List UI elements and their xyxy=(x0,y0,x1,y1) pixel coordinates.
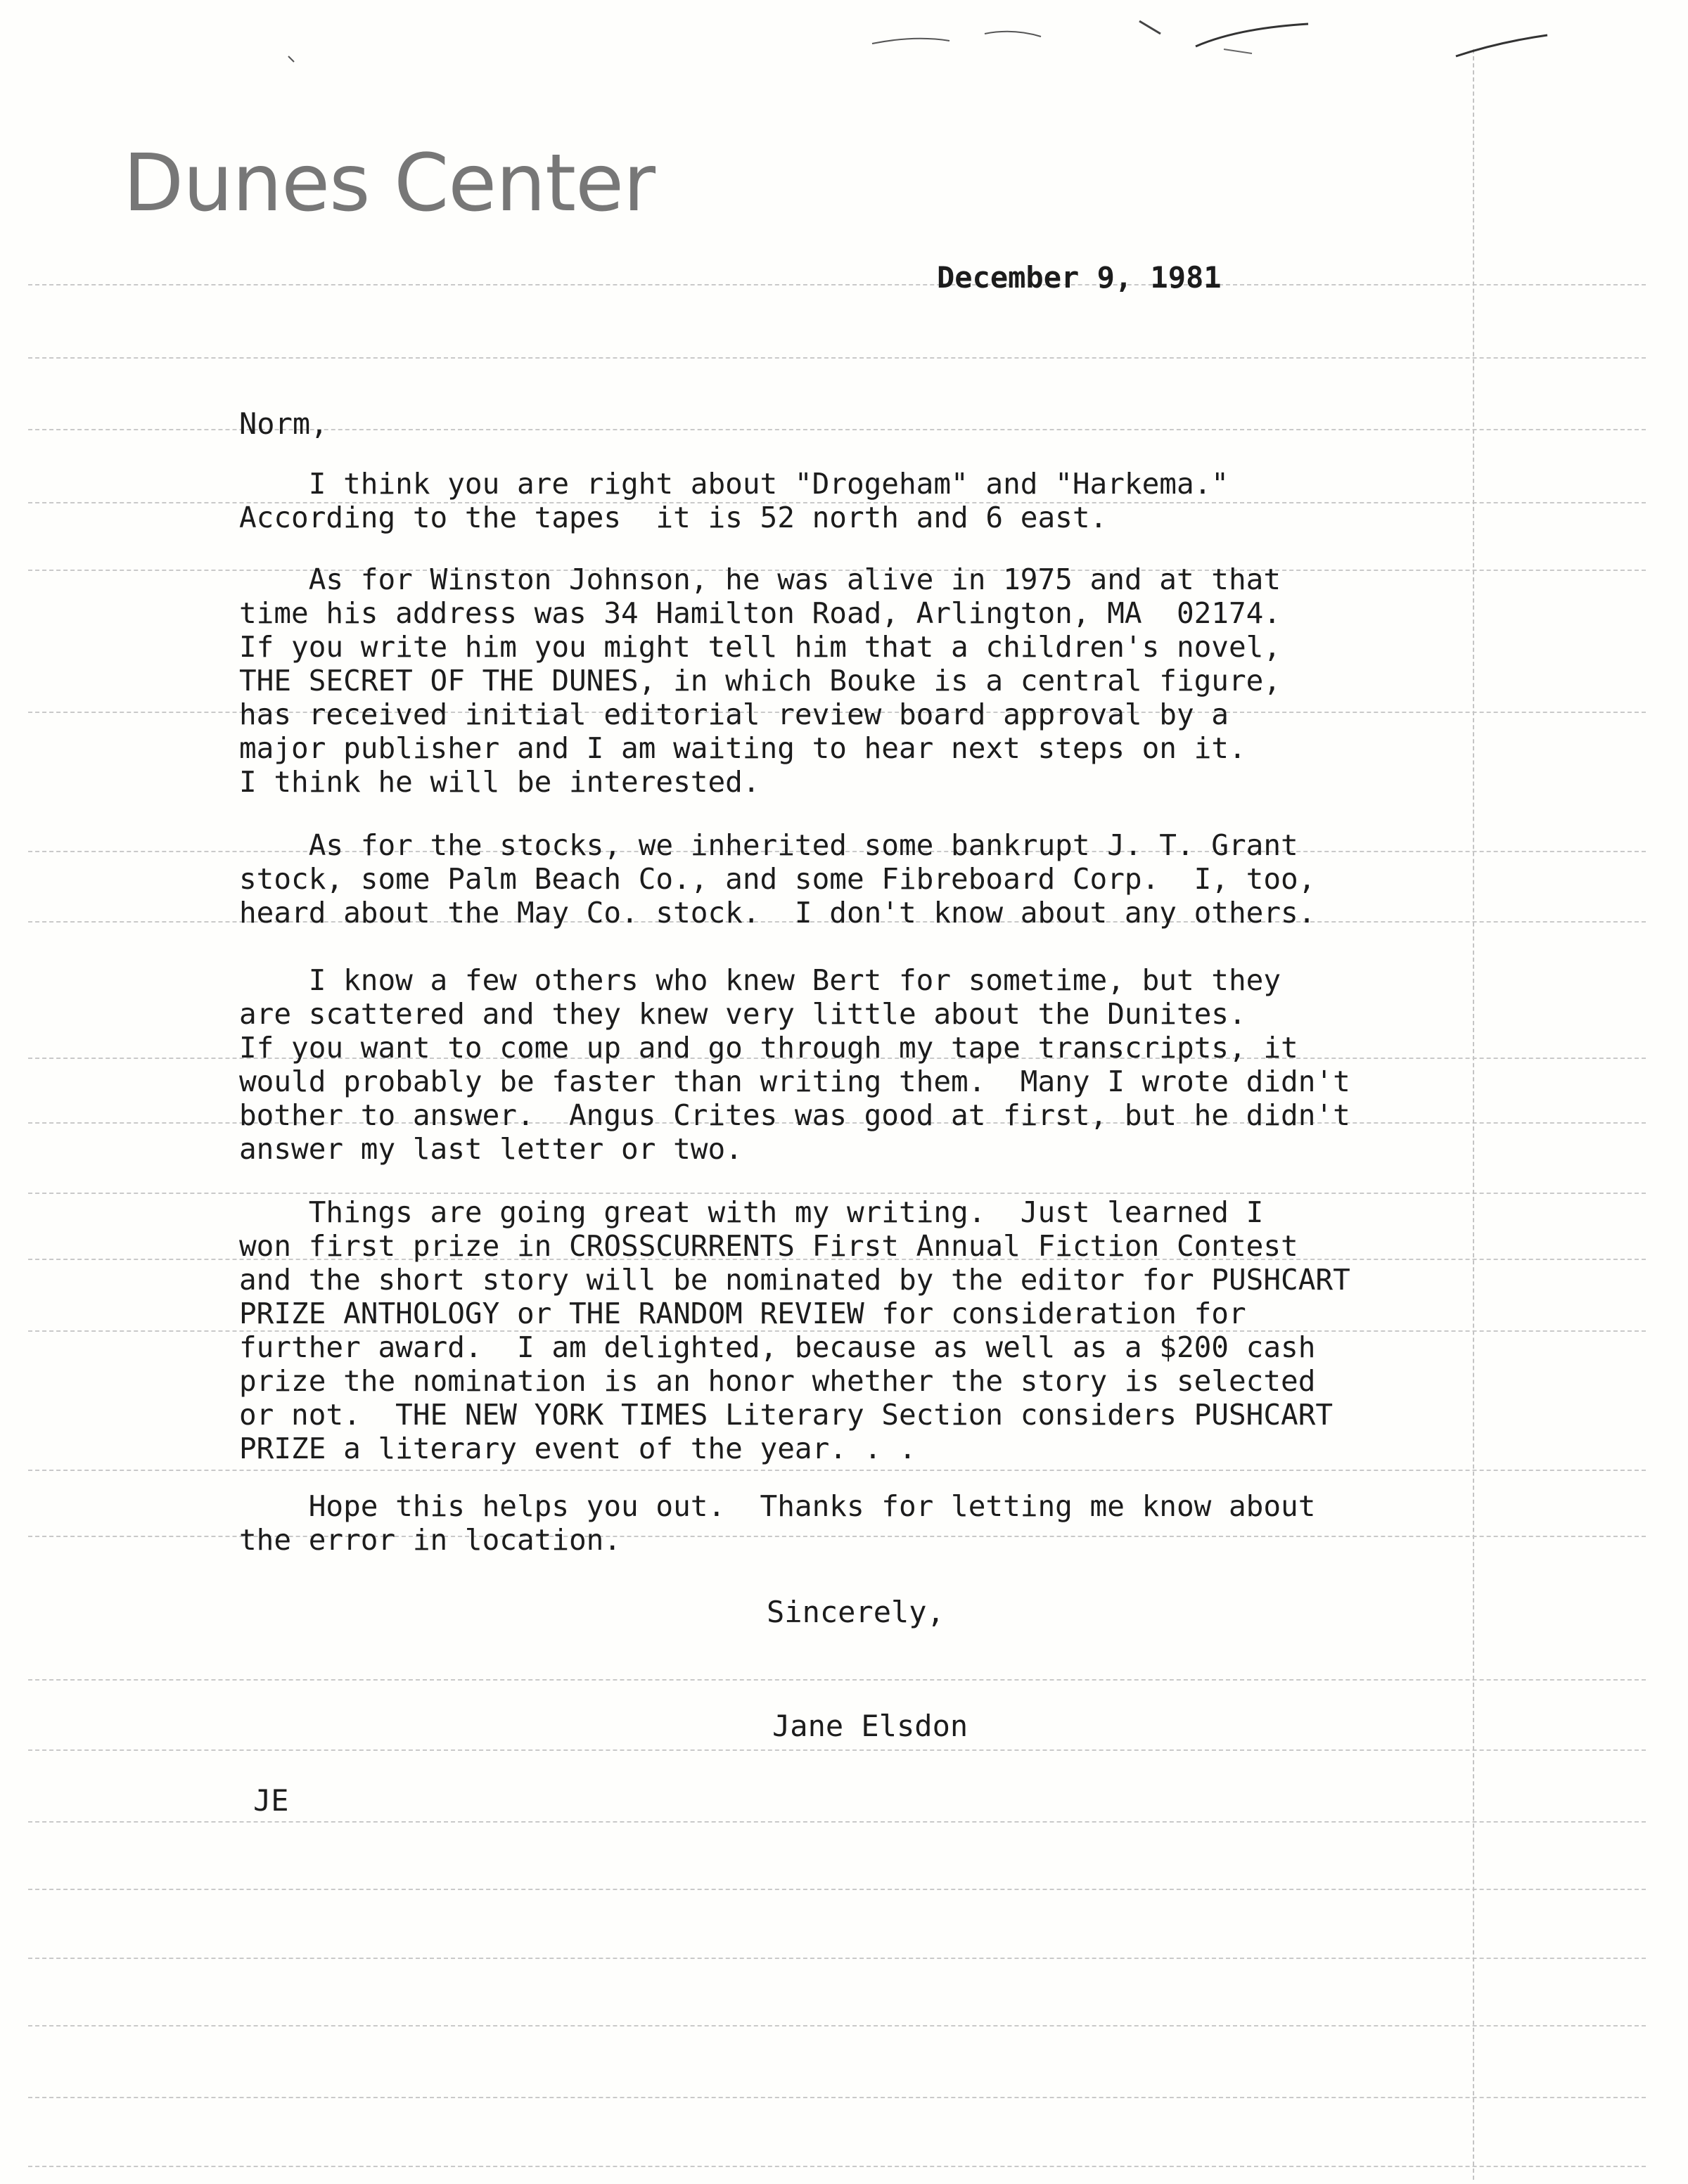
text-line: has received initial editorial review board approval by a xyxy=(239,698,1229,731)
ruled-line xyxy=(28,2097,1646,2098)
ruled-line xyxy=(28,1679,1646,1681)
paragraph xyxy=(239,1195,1350,1465)
text-line: stock, some Palm Beach Co., and some Fibreboard Corp. I, too, xyxy=(239,862,1316,896)
text-line: As for Winston Johnson, he was alive in 1975 and at that xyxy=(239,563,1281,596)
text-line: If you write him you might tell him that a children's novel, xyxy=(239,630,1281,664)
ruled-line xyxy=(28,284,1646,285)
text-line: heard about the May Co. stock. I don't know about any others. xyxy=(239,896,1316,930)
text-line: I think he will be interested. xyxy=(239,765,760,799)
text-line: further award. I am delighted, because as well as a $200 cash xyxy=(239,1330,1316,1364)
letterhead-title: Dunes Center xyxy=(123,138,656,229)
ruled-line xyxy=(28,1958,1646,1959)
text-line: answer my last letter or two. xyxy=(239,1132,743,1166)
ruled-line xyxy=(28,357,1646,359)
text-line: major publisher and I am waiting to hear next steps on it. xyxy=(239,731,1246,765)
ruled-line xyxy=(28,1193,1646,1194)
ruled-line xyxy=(28,1749,1646,1751)
text-line: If you want to come up and go through my tape transcripts, it xyxy=(239,1031,1298,1065)
paragraph xyxy=(239,963,1350,1166)
text-line: I think you are right about "Drogeham" and "Harkema." xyxy=(239,467,1229,501)
text-line: bother to answer. Angus Crites was good at first, but he didn't xyxy=(239,1098,1350,1132)
scan-marks xyxy=(0,0,1688,84)
text-line: THE SECRET OF THE DUNES, in which Bouke is a central figure, xyxy=(239,664,1281,698)
salutation: Norm, xyxy=(239,406,328,441)
text-line: would probably be faster than writing them. Many I wrote didn't xyxy=(239,1065,1350,1098)
ruled-line xyxy=(28,1889,1646,1890)
text-line: Hope this helps you out. Thanks for letting me know about xyxy=(239,1489,1316,1523)
ruled-line xyxy=(28,1470,1646,1471)
ruled-line xyxy=(28,2025,1646,2026)
letter-date: December 9, 1981 xyxy=(937,260,1222,295)
text-line: Things are going great with my writing. Just learned I xyxy=(239,1195,1264,1229)
paragraph xyxy=(239,467,1229,534)
text-line: and the short story will be nominated by the editor for PUSHCART xyxy=(239,1263,1350,1297)
text-line: are scattered and they knew very little about the Dunites. xyxy=(239,997,1246,1031)
paragraph xyxy=(239,563,1281,799)
signature-name: Jane Elsdon xyxy=(772,1709,968,1743)
text-line: According to the tapes it is 52 north and 6 east. xyxy=(239,501,1108,534)
text-line: time his address was 34 Hamilton Road, Arlington, MA 02174. xyxy=(239,596,1281,630)
ruled-line xyxy=(28,1821,1646,1823)
typist-initials: JE xyxy=(253,1783,289,1818)
paragraph xyxy=(239,828,1315,930)
paragraph xyxy=(239,1489,1315,1557)
text-line: I know a few others who knew Bert for sometime, but they xyxy=(239,963,1281,997)
ruled-margin-line xyxy=(1473,49,1474,2180)
text-line: prize the nomination is an honor whether the story is selected xyxy=(239,1364,1316,1398)
text-line: won first prize in CROSSCURRENTS First Annual Fiction Contest xyxy=(239,1229,1298,1263)
ruled-line xyxy=(28,2166,1646,2167)
text-line: PRIZE ANTHOLOGY or THE RANDOM REVIEW for consideration for xyxy=(239,1297,1246,1330)
text-line: the error in location. xyxy=(239,1523,622,1557)
text-line: or not. THE NEW YORK TIMES Literary Section considers PUSHCART xyxy=(239,1398,1334,1432)
text-line: As for the stocks, we inherited some bankrupt J. T. Grant xyxy=(239,828,1298,862)
closing: Sincerely, xyxy=(767,1595,945,1629)
text-line: PRIZE a literary event of the year. . . xyxy=(239,1432,916,1465)
